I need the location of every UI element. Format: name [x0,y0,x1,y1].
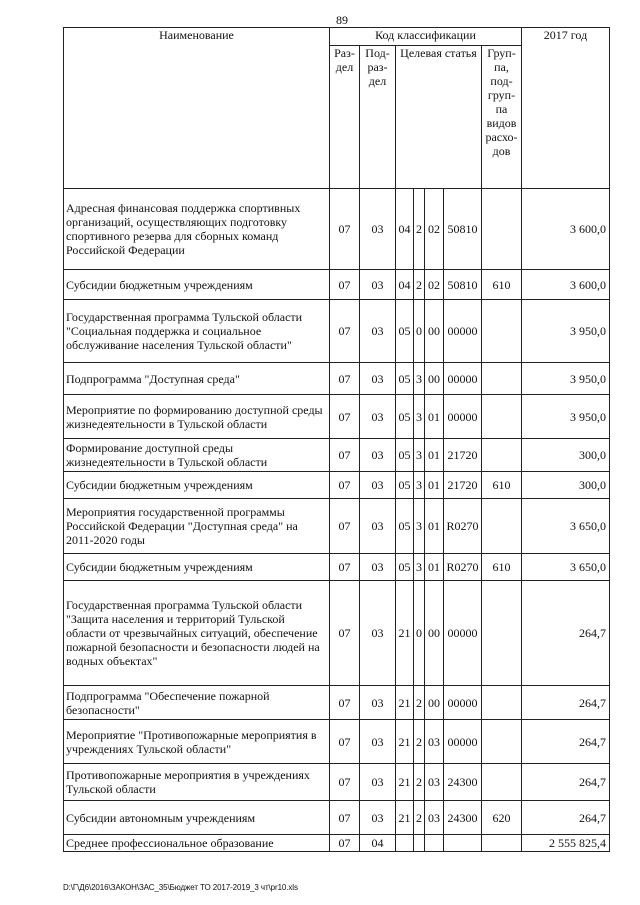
row-amount: 264,7 [522,686,610,720]
row-target-subprogram: 3 [414,554,425,581]
row-razdel: 07 [330,686,360,720]
row-target-direction: 21720 [444,439,482,472]
table-row [64,363,610,395]
row-target-direction: 24300 [444,764,482,801]
row-target-subprogram: 0 [414,300,425,363]
row-podrazdel: 03 [360,686,396,720]
row-podrazdel: 03 [360,395,396,439]
row-target-program: 04 [396,189,414,270]
row-target-direction: 00000 [444,581,482,686]
row-razdel: 07 [330,835,360,852]
row-razdel: 07 [330,300,360,363]
row-target-subprogram: 2 [414,189,425,270]
table-row [64,395,610,439]
row-amount: 3 650,0 [522,554,610,581]
row-razdel: 07 [330,270,360,300]
table-row [64,801,610,835]
header-code: Код классификации [330,28,522,46]
row-razdel: 07 [330,581,360,686]
row-amount: 264,7 [522,581,610,686]
table-body [64,189,610,852]
header-name: Наименование [64,28,330,189]
header-subsection: Под- раз- дел [360,46,396,189]
row-podrazdel: 03 [360,720,396,764]
row-target-event: 00 [425,686,444,720]
row-target-program: 05 [396,472,414,499]
row-podrazdel: 04 [360,835,396,852]
table-row [64,581,610,686]
row-name: Субсидии бюджетным учреждениям [64,472,330,499]
row-razdel: 07 [330,439,360,472]
row-group [482,835,522,852]
row-target-direction: 24300 [444,801,482,835]
row-name: Мероприятие "Противопожарные мероприятия в учреждениях Тульской области" [64,720,330,764]
table-row [64,189,610,270]
row-target-program: 05 [396,395,414,439]
row-name: Государственная программа Тульской области "Защита населения и территорий Тульской области от чрезвычайных ситуаций, обеспечение пожарной безопасности и безопасности людей на водных объектах" [64,581,330,686]
row-amount: 264,7 [522,720,610,764]
row-target-program [396,835,414,852]
row-amount: 300,0 [522,439,610,472]
page-number: 89 [336,13,348,27]
table-row [64,439,610,472]
row-name: Субсидии автономным учреждениям [64,801,330,835]
row-group [482,720,522,764]
row-target-direction: R0270 [444,554,482,581]
row-target-direction: R0270 [444,499,482,554]
row-group: 610 [482,554,522,581]
header-target: Целевая статья [396,46,482,189]
row-target-subprogram: 2 [414,764,425,801]
row-group [482,189,522,270]
row-target-direction: 50810 [444,189,482,270]
row-amount: 3 600,0 [522,270,610,300]
row-target-direction [444,835,482,852]
row-group: 610 [482,472,522,499]
row-target-event: 01 [425,439,444,472]
row-podrazdel: 03 [360,439,396,472]
row-target-subprogram: 2 [414,270,425,300]
row-target-direction: 21720 [444,472,482,499]
row-target-event: 02 [425,189,444,270]
row-podrazdel: 03 [360,581,396,686]
row-name: Адресная финансовая поддержка спортивных организаций, осуществляющих подготовку спортивного резерва для сборных команд Российской Федерации [64,189,330,270]
row-target-event: 01 [425,554,444,581]
row-target-subprogram: 2 [414,801,425,835]
row-amount: 264,7 [522,764,610,801]
row-target-event: 01 [425,395,444,439]
row-group [482,363,522,395]
row-target-program: 05 [396,363,414,395]
table-row [64,270,610,300]
row-amount: 3 600,0 [522,189,610,270]
row-razdel: 07 [330,554,360,581]
table-row [64,300,610,363]
row-target-event: 01 [425,499,444,554]
row-target-event: 00 [425,363,444,395]
row-podrazdel: 03 [360,189,396,270]
row-target-direction: 50810 [444,270,482,300]
budget-table [63,27,610,852]
row-target-event [425,835,444,852]
row-group [482,764,522,801]
row-podrazdel: 03 [360,300,396,363]
row-group [482,686,522,720]
row-target-program: 21 [396,686,414,720]
row-podrazdel: 03 [360,499,396,554]
row-target-program: 04 [396,270,414,300]
row-target-subprogram: 0 [414,581,425,686]
row-razdel: 07 [330,363,360,395]
row-name: Противопожарные мероприятия в учреждениях Тульской области [64,764,330,801]
row-podrazdel: 03 [360,363,396,395]
row-target-program: 21 [396,801,414,835]
row-razdel: 07 [330,720,360,764]
row-podrazdel: 03 [360,270,396,300]
row-target-program: 21 [396,581,414,686]
table-row [64,835,610,852]
row-target-direction: 00000 [444,395,482,439]
table-row [64,499,610,554]
row-amount: 2 555 825,4 [522,835,610,852]
row-target-subprogram: 3 [414,472,425,499]
row-target-direction: 00000 [444,720,482,764]
row-target-event: 03 [425,764,444,801]
row-amount: 3 950,0 [522,395,610,439]
row-razdel: 07 [330,472,360,499]
table-row [64,720,610,764]
row-podrazdel: 03 [360,554,396,581]
file-path-footer: D:\Г\Д6\2016\ЗАКОН\ЗАС_35\Бюджет ТО 2017-2019_3 чт\pr10.xls [63,883,298,892]
row-target-program: 21 [396,764,414,801]
row-name: Государственная программа Тульской области "Социальная поддержка и социальное обслуживание населения Тульской области" [64,300,330,363]
row-amount: 3 650,0 [522,499,610,554]
row-name: Среднее профессиональное образование [64,835,330,852]
row-target-subprogram: 3 [414,395,425,439]
row-group: 610 [482,270,522,300]
row-razdel: 07 [330,395,360,439]
table-row [64,472,610,499]
row-target-event: 00 [425,581,444,686]
table-row [64,764,610,801]
row-group: 620 [482,801,522,835]
row-amount: 3 950,0 [522,300,610,363]
row-podrazdel: 03 [360,764,396,801]
row-target-subprogram: 3 [414,499,425,554]
row-target-event: 00 [425,300,444,363]
row-razdel: 07 [330,801,360,835]
row-target-subprogram: 3 [414,439,425,472]
header-year: 2017 год [522,28,610,189]
row-name: Подпрограмма "Обеспечение пожарной безопасности" [64,686,330,720]
header-group: Груп- па, под- груп- па видов расхо- дов [482,46,522,189]
row-name: Мероприятия государственной программы Российской Федерации "Доступная среда" на 2011-2020 годы [64,499,330,554]
row-group [482,581,522,686]
row-group [482,395,522,439]
row-group [482,499,522,554]
row-name: Субсидии бюджетным учреждениям [64,554,330,581]
row-target-subprogram [414,835,425,852]
header-section: Раз- дел [330,46,360,189]
row-target-event: 03 [425,801,444,835]
row-amount: 3 950,0 [522,363,610,395]
row-target-direction: 00000 [444,300,482,363]
row-target-subprogram: 2 [414,686,425,720]
row-target-event: 02 [425,270,444,300]
row-group [482,439,522,472]
row-group [482,300,522,363]
row-target-event: 03 [425,720,444,764]
row-podrazdel: 03 [360,472,396,499]
row-target-direction: 00000 [444,363,482,395]
row-razdel: 07 [330,189,360,270]
row-name: Мероприятие по формированию доступной среды жизнедеятельности в Тульской области [64,395,330,439]
row-amount: 264,7 [522,801,610,835]
row-target-program: 05 [396,554,414,581]
row-name: Подпрограмма "Доступная среда" [64,363,330,395]
table-row [64,554,610,581]
row-target-subprogram: 3 [414,363,425,395]
table-row [64,686,610,720]
row-target-event: 01 [425,472,444,499]
row-podrazdel: 03 [360,801,396,835]
row-razdel: 07 [330,499,360,554]
row-amount: 300,0 [522,472,610,499]
row-name: Субсидии бюджетным учреждениям [64,270,330,300]
row-target-program: 05 [396,499,414,554]
row-target-program: 21 [396,720,414,764]
row-razdel: 07 [330,764,360,801]
row-target-program: 05 [396,300,414,363]
row-target-program: 05 [396,439,414,472]
row-target-direction: 00000 [444,686,482,720]
row-name: Формирование доступной среды жизнедеятельности в Тульской области [64,439,330,472]
row-target-subprogram: 2 [414,720,425,764]
